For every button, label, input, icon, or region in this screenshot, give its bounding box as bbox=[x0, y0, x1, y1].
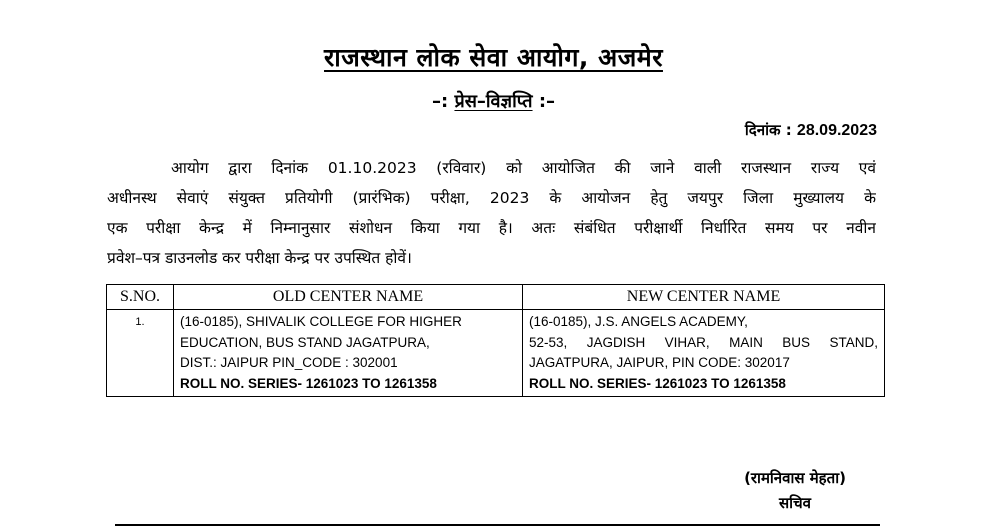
paragraph-line: एक परीक्षा केन्द्र में निम्नानुसार संशोधन किया गया है। अतः संबंधित परीक्षार्थी निर्धारित समय पर नवीन bbox=[107, 219, 876, 237]
paragraph-line: आयोग द्वारा दिनांक 01.10.2023 (रविवार) को आयोजित की जाने वाली राजस्थान राज्य एवं bbox=[171, 159, 876, 177]
header-new-center: NEW CENTER NAME bbox=[523, 285, 885, 310]
signatory-name: (रामनिवास मेहता) bbox=[744, 469, 846, 487]
signatory-designation: सचिव bbox=[779, 494, 811, 512]
header-old-center: OLD CENTER NAME bbox=[174, 285, 523, 310]
signature-block bbox=[700, 466, 890, 516]
paragraph-line: प्रवेश–पत्र डाउनलोड कर परीक्षा केन्द्र पर उपस्थित होवें। bbox=[107, 249, 412, 267]
notice-paragraph bbox=[107, 153, 876, 273]
center-change-table bbox=[106, 284, 885, 397]
table-header-row bbox=[107, 285, 885, 310]
document-title: राजस्थान लोक सेवा आयोग, अजमेर bbox=[324, 43, 663, 72]
cell-old-center: (16-0185), SHIVALIK COLLEGE FOR HIGHER EDUCATION, BUS STAND JAGATPURA, DIST.: JAIPUR PIN_CODE : 302001 ROLL NO. SERIES- 1261023 TO 1261358 bbox=[174, 310, 523, 397]
bottom-divider bbox=[115, 524, 880, 526]
press-release-heading: –: प्रेस–विज्ञप्ति :– bbox=[431, 91, 556, 112]
release-date: दिनांक : 28.09.2023 bbox=[744, 121, 877, 139]
cell-new-center: (16-0185), J.S. ANGELS ACADEMY, 52-53, JAGDISH VIHAR, MAIN BUS STAND, JAGATPURA, JAIPUR, PIN CODE: 302017 ROLL NO. SERIES- 1261023 TO 1261358 bbox=[523, 310, 885, 397]
cell-sno: 1. bbox=[107, 310, 174, 397]
header-sno: S.NO. bbox=[107, 285, 174, 310]
table-row bbox=[107, 310, 885, 397]
paragraph-line: अधीनस्थ सेवाएं संयुक्त प्रतियोगी (प्रारंभिक) परीक्षा, 2023 के आयोजन हेतु जयपुर जिला मुख्यालय के bbox=[107, 189, 876, 207]
